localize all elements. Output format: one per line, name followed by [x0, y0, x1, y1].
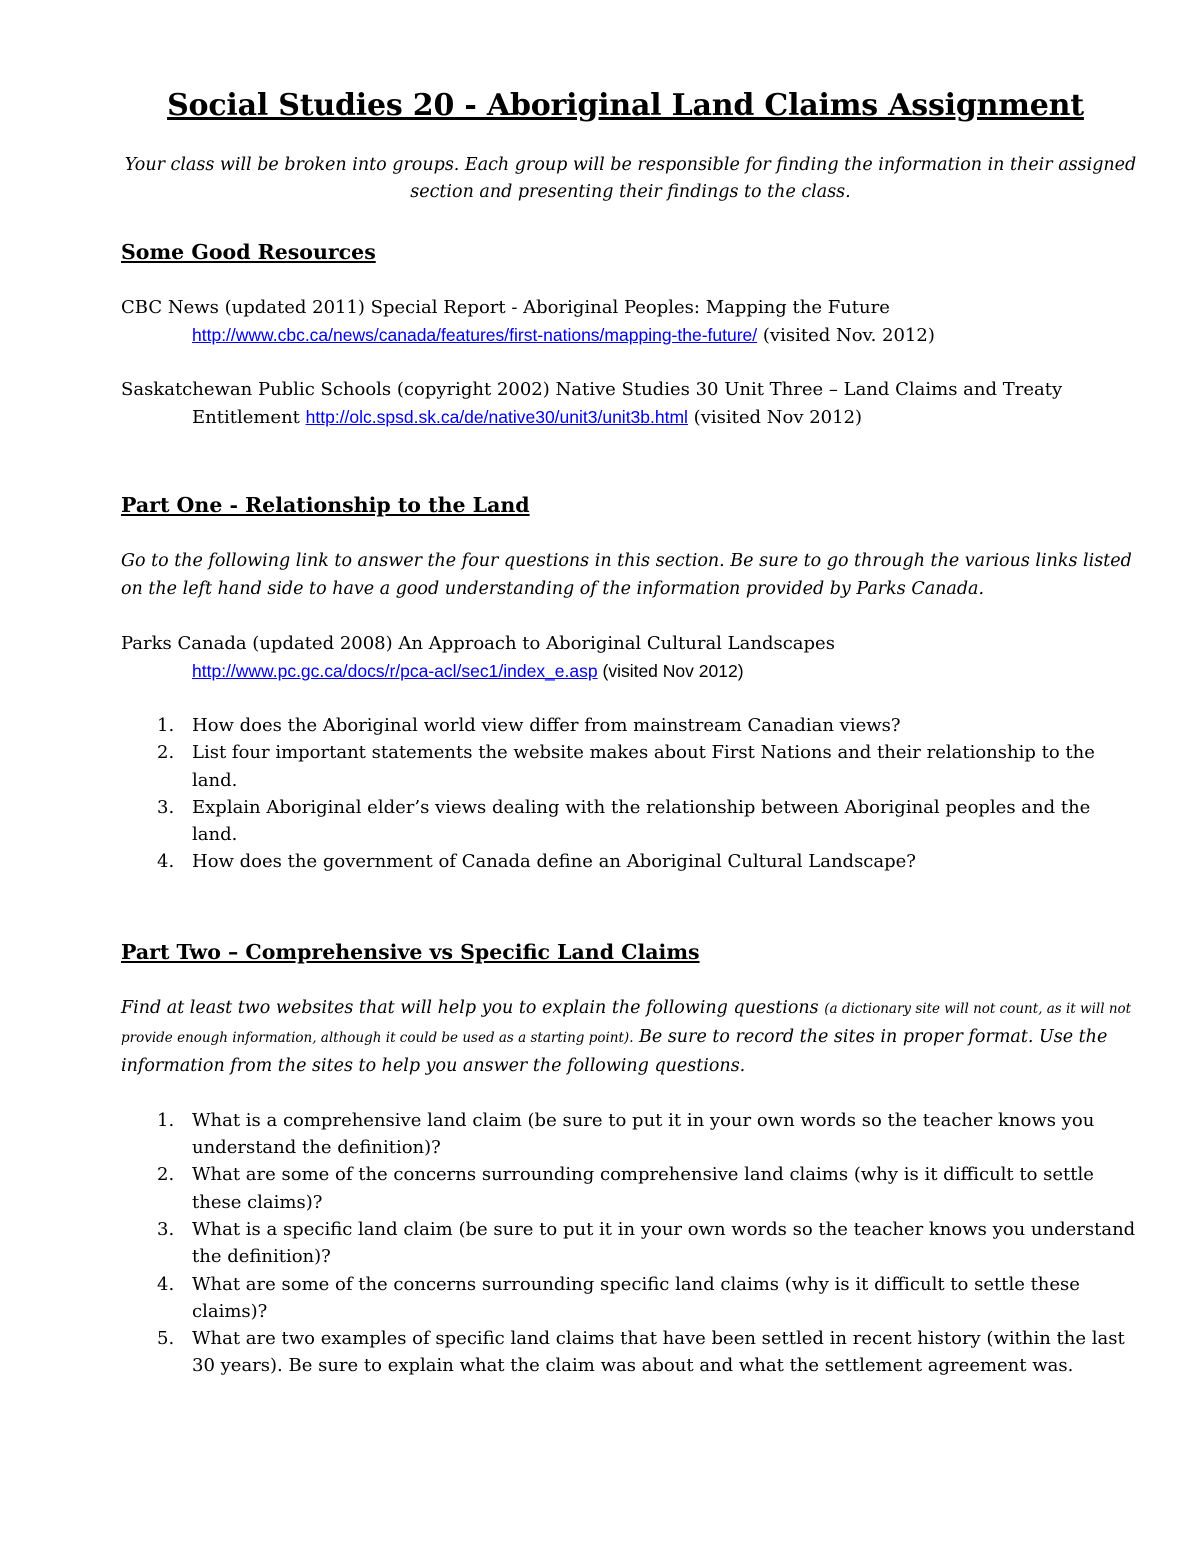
question-text: What is a specific land claim (be sure to put it in your own words so the teacher knows you understand the definition)?: [192, 1218, 1136, 1268]
part-one-instructions: Go to the following link to answer the four questions in this section. Be sure to go through the various links listed on the left hand side to have a good understanding of the information provided by Parks Canada.: [121, 551, 1132, 599]
question-number: 2.: [157, 742, 175, 764]
question-text: List four important statements the website makes about First Nations and their relationship to the land.: [192, 742, 1095, 791]
intro-text: Your class will be broken into groups. Each group will be responsible for finding the information in their assigned section and presenting their findings to the class.: [124, 155, 1137, 202]
source-citation: Parks Canada (updated 2008) An Approach to Aboriginal Cultural Landscapes: [121, 633, 835, 654]
resource-item: [121, 294, 1140, 349]
list-item: [121, 739, 1140, 794]
instructions-note: (a dictionary site will not count, as it will not provide enough information, although it could be used as a starting point).: [121, 1000, 1132, 1046]
question-text: What are some of the concerns surrounding specific land claims (why is it difficult to settle these claims)?: [192, 1273, 1080, 1322]
part-one-questions: [121, 712, 1140, 876]
question-number: 1.: [157, 1109, 175, 1131]
question-text: What are some of the concerns surrounding comprehensive land claims (why is it difficult to settle these claims)?: [192, 1164, 1094, 1213]
question-number: 4.: [157, 851, 175, 873]
resource-citation: Saskatchewan Public Schools (copyright 2002) Native Studies 30 Unit Three – Land Claims and Treaty Entitlement: [121, 379, 1063, 428]
instructions-continued: Be sure to record the sites in proper format. Use the information from the sites to help you answer the following questions.: [121, 1026, 1108, 1076]
question-number: 3.: [157, 1218, 175, 1240]
question-text: What are two examples of specific land claims that have been settled in recent history (within the last 30 years). Be sure to explain what the claim was about and what the settlement agreement was.: [192, 1328, 1125, 1377]
question-text: Explain Aboriginal elder’s views dealing with the relationship between Aboriginal peoples and the land.: [192, 796, 1091, 846]
list-item: [121, 1216, 1140, 1271]
list-item: [121, 1107, 1140, 1162]
part-one-heading: Part One - Relationship to the Land: [121, 493, 530, 517]
question-number: 5.: [157, 1328, 175, 1350]
resource-visited: (visited Nov. 2012): [757, 324, 935, 346]
instructions-main: Find at least two websites that will help you to explain the following questions: [121, 997, 825, 1018]
part-two-heading: Part Two – Comprehensive vs Specific Land Claims: [121, 939, 700, 964]
question-number: 2.: [157, 1164, 175, 1186]
question-number: 1.: [157, 715, 175, 736]
list-item: [121, 848, 1140, 875]
part-two-instructions: [121, 994, 1140, 1080]
resource-link[interactable]: http://olc.spsd.sk.ca/de/native30/unit3/unit3b.html: [305, 406, 688, 427]
list-item: [121, 794, 1140, 849]
list-item: [121, 1325, 1140, 1380]
question-number: 4.: [157, 1273, 175, 1295]
question-text: What is a comprehensive land claim (be sure to put it in your own words so the teacher knows you understand the definition)?: [192, 1109, 1095, 1159]
question-text: How does the Aboriginal world view differ from mainstream Canadian views?: [192, 715, 901, 736]
page-title: Social Studies 20 - Aboriginal Land Claims Assignment: [167, 88, 1084, 123]
resources-heading: Some Good Resources: [121, 240, 376, 264]
source-visited: (visited Nov 2012): [597, 660, 744, 681]
part-two-questions: [121, 1107, 1140, 1380]
resource-item: [121, 376, 1140, 431]
resource-citation: CBC News (updated 2011) Special Report - Aboriginal Peoples: Mapping the Future: [121, 297, 890, 318]
question-number: 3.: [157, 796, 175, 818]
list-item: [121, 712, 1140, 739]
resource-link[interactable]: http://www.cbc.ca/news/canada/features/first-nations/mapping-the-future/: [192, 324, 758, 345]
list-item: [121, 1271, 1140, 1326]
question-text: How does the government of Canada define an Aboriginal Cultural Landscape?: [192, 851, 916, 873]
source-link[interactable]: http://www.pc.gc.ca/docs/r/pca-acl/sec1/index_e.asp: [192, 660, 598, 681]
part-one-source: [121, 630, 1140, 685]
resource-visited: (visited Nov 2012): [687, 406, 863, 428]
list-item: [121, 1161, 1140, 1216]
